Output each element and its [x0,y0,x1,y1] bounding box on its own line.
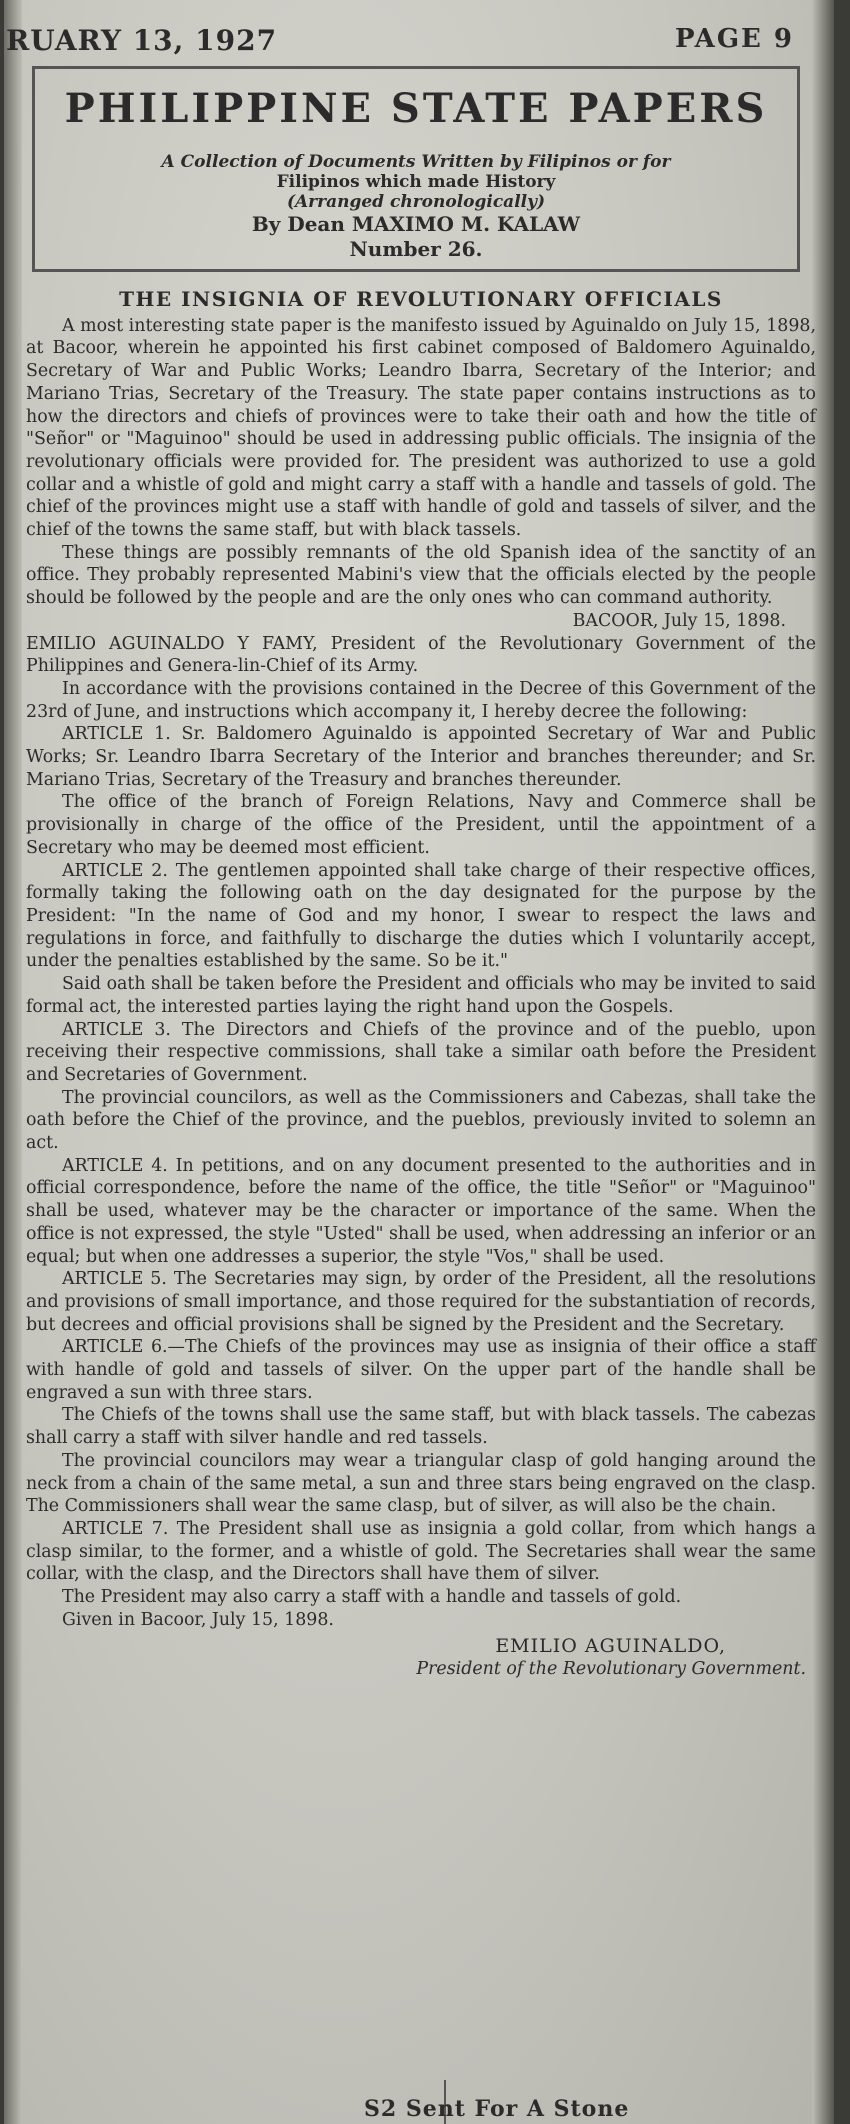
page-number: PAGE 9 [675,24,794,54]
decree-place-date: BACOOR, July 15, 1898. [572,610,786,631]
issue-date: RUARY 13, 1927 [6,24,278,57]
series-subtitle-line2: Filipinos which made History [276,172,556,192]
intro-paragraph-1: A most interesting state paper is the manifesto issued by Aguinaldo on July 15, 1898, at Bacoor, wherein he appointed his first cabinet composed of Baldomero Aguinaldo, Secretary of War and Public Works; Leandro Ibarra, Secretary of the Interior; and Mariano Trias, Secretary of the Treasury. The state paper contains instructions as to how the directors and chiefs of provinces were to take their oath and how the title of "Señor" or "Maguinoo" should be used in addressing public officials. The insignia of the revolutionary officials were provided for. The president was authorized to use a gold collar and a whistle of gold and might carry a staff with a handle and tassels of gold. The chief of the provinces might use a staff with handle of gold and tassels of silver, and the chief of the towns the same staff, but with black tassels. [26,315,816,541]
article-7-paragraph-2: The President may also carry a staff with a handle and tassels of gold. [62,1587,682,1608]
article-3-paragraph-2: The provincial councilors, as well as the Commissioners and Cabezas, shall take the oath before the Chief of the province, and the pueblos, previously invited to solemn an act. [26,1087,816,1154]
decree-heading: EMILIO AGUINALDO Y FAMY, President of the Revolutionary Government of the Philippines and Genera-lin-Chief of its Army. [26,633,816,677]
page-header [4,18,804,62]
series-subtitle-line3: (Arranged chronologically) [286,192,546,212]
intro-paragraph-2: These things are possibly remnants of the old Spanish idea of the sanctity of an office. They probably represented Mabini's view that the officials elected by the people should be followed by the people and are the only ones who can command authority. [26,542,816,609]
signature: EMILIO AGUINALDO, [495,1635,726,1658]
article-body [26,280,816,1681]
series-subtitle-line1: A Collection of Documents Written by Filipinos or for [161,152,671,172]
decree-intro: In accordance with the provisions contained in the Decree of this Government of the 23rd of June, and instructions which accompany it, I hereby decree the following: [26,678,816,722]
article-1-paragraph-2: The office of the branch of Foreign Relations, Navy and Commerce shall be provisionally in charge of the office of the President, until the appointment of a Secretary who may be deemed most efficient. [26,792,816,858]
signature-title: President of the Revolutionary Government. [416,1659,806,1680]
series-title: PHILIPPINE STATE PAPERS [64,85,768,132]
article-6-paragraph-3: The provincial councilors may wear a triangular clasp of gold hanging around the neck from a chain of the same metal, a sun and three stars being engraved on the clasp. The Commissioners shall wear the same clasp, but of silver, as will also be the chain. [26,1450,816,1517]
article-6-paragraph-2: The Chiefs of the towns shall use the same staff, but with black tassels. The cabezas shall carry a staff with silver handle and red tassels. [26,1405,816,1449]
article-4: ARTICLE 4. In petitions, and on any document presented to the authorities and in official correspondence, before the name of the office, the title "Señor" or "Maguinoo" shall be used, whatever may be the character or importance of the same. When the office is not expressed, the style "Usted" shall be used, when addressing an inferior or an equal; but when one addresses a superior, the style "Vos," shall be used. [26,1155,816,1267]
newspaper-page [4,0,834,2124]
given-line: Given in Bacoor, July 15, 1898. [62,1609,334,1630]
article-2-paragraph-2: Said oath shall be taken before the President and officials who may be invited to said formal act, the interested parties laying the right hand upon the Gospels. [26,974,816,1017]
article-2: ARTICLE 2. The gentlemen appointed shall take charge of their respective offices, formally taking the following oath on the day designated for the purpose by the President: "In the name of God and my honor, I swear to respect the laws and regulations in force, and faithfully to discharge the duties which I voluntarily accept, under the penalties established by the same. So be it." [26,860,816,972]
article-1: ARTICLE 1. Sr. Baldomero Aguinaldo is appointed Secretary of War and Public Works; Sr. Leandro Ibarra Secretary of the Interior and branches thereunder; and Sr. Mariano Trias, Secretary of the Treasury and branches thereunder. [26,724,816,790]
article-5: ARTICLE 5. The Secretaries may sign, by order of the President, all the resolutions and provisions of small importance, and those required for the substantiation of records, but decrees and official provisions shall be signed by the President and the Secretary. [26,1269,816,1335]
article-heading: THE INSIGNIA OF REVOLUTIONARY OFFICIALS [119,287,723,311]
page-left-edge [4,0,22,2124]
article-6: ARTICLE 6.—The Chiefs of the provinces may use as insignia of their office a staff with handle of gold and tassels of silver. On the upper part of the handle shall be engraved a sun with three stars. [26,1337,816,1403]
series-title-box [32,66,800,272]
article-3: ARTICLE 3. The Directors and Chiefs of the province and of the pueblo, upon receiving their respective commissions, shall take a similar oath before the President and Secretaries of Government. [26,1019,816,1085]
series-byline: By Dean MAXIMO M. KALAW [251,212,581,236]
article-7: ARTICLE 7. The President shall use as insignia a gold collar, from which hangs a clasp similar, to the former, and a whistle of gold. The Secretaries shall wear the same collar, with the clasp, and the Directors shall have them of silver. [26,1518,816,1585]
footer-ad-text: S2 Sent For A Stone [364,2096,630,2122]
series-number: Number 26. [349,237,483,261]
